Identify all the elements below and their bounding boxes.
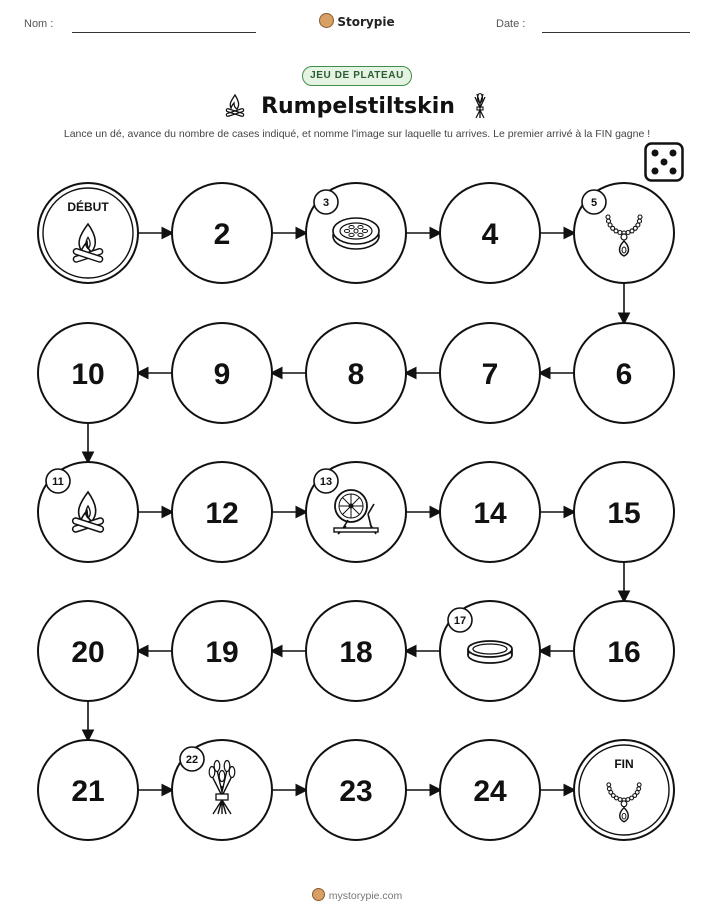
board-cell — [306, 462, 406, 562]
board-cell — [306, 183, 406, 283]
cell-number: 6 — [615, 358, 633, 391]
board-cell — [306, 601, 406, 701]
board-cell — [172, 740, 272, 840]
cell-number: 9 — [213, 358, 231, 391]
date-label: Date : — [496, 18, 526, 30]
board-cell — [306, 323, 406, 423]
board-cell — [172, 601, 272, 701]
board-cell — [440, 183, 540, 283]
cell-number: 23 — [339, 775, 373, 808]
cell-number: 11 — [52, 476, 64, 488]
board-cell — [440, 462, 540, 562]
game-type-badge: JEU DE PLATEAU — [302, 66, 412, 86]
board-cell — [172, 323, 272, 423]
cell-number: 21 — [71, 775, 105, 808]
cell-number: 22 — [185, 754, 199, 766]
brand-name: Storypie — [337, 15, 395, 29]
board-cell — [38, 323, 138, 423]
board-cell — [306, 740, 406, 840]
footer — [0, 888, 714, 902]
board-cell — [574, 601, 674, 701]
page-title: Rumpelstiltskin — [261, 93, 455, 119]
instructions-text: Lance un dé, avance du nombre de cases indiqué, et nomme l'image sur laquelle tu arrives. Le premier arrivé à la FIN gagne ! — [63, 128, 651, 140]
board-cell — [574, 462, 674, 562]
cell-number: 8 — [347, 358, 365, 391]
cell-number: 5 — [590, 197, 598, 209]
board-cell — [440, 601, 540, 701]
cell-number: 2 — [213, 218, 231, 251]
cell-number: 16 — [607, 636, 641, 669]
board-cell — [38, 601, 138, 701]
cell-number: 15 — [607, 497, 641, 530]
cell-number: 17 — [453, 615, 467, 627]
board-cell — [574, 323, 674, 423]
board-cell — [172, 183, 272, 283]
cell-number: 4 — [481, 218, 499, 251]
cell-number: 24 — [473, 775, 507, 808]
board-cell — [38, 740, 138, 840]
board-cell — [172, 462, 272, 562]
cell-number: 14 — [473, 497, 507, 530]
cell-number: 10 — [71, 358, 105, 391]
cell-number: 12 — [205, 497, 239, 530]
board-cell — [440, 323, 540, 423]
board-cell — [440, 740, 540, 840]
board-cell — [38, 183, 138, 283]
cell-number: 3 — [322, 197, 330, 209]
cell-number: 13 — [319, 476, 333, 488]
board-cell — [574, 183, 674, 283]
footer-url: mystorypie.com — [328, 890, 403, 902]
coin-icon — [333, 218, 379, 249]
board-cell — [38, 462, 138, 562]
cell-label: DÉBUT — [67, 200, 109, 214]
cell-number: 19 — [205, 636, 239, 669]
cell-label: FIN — [614, 757, 634, 771]
board-cell — [574, 740, 674, 840]
cell-number: 7 — [481, 358, 499, 391]
cell-number: 18 — [339, 636, 373, 669]
cell-number: 20 — [71, 636, 105, 669]
name-label: Nom : — [24, 18, 54, 30]
storypie-logo-icon — [312, 888, 325, 901]
